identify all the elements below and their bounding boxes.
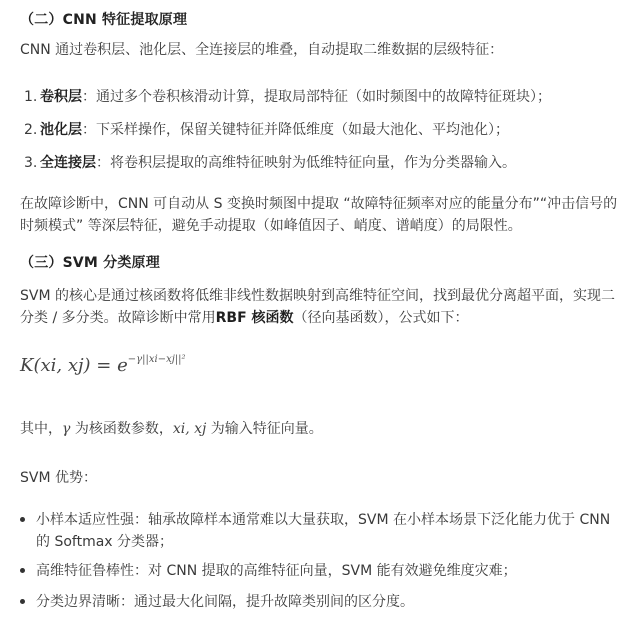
list-number: 2.: [24, 122, 38, 138]
list-item-conv-layer: [24, 86, 551, 106]
section-heading-cnn: （二）CNN 特征提取原理: [20, 12, 188, 28]
cnn-summary-paragraph: 在故障诊断中，CNN 可自动从 S 变换时频图中提取 “故障特征频率对应的能量分布”“冲击信号的时频模式” 等深层特征，避免手动提取（如峰值因子、峭度、谱峭度）的局限性。: [20, 196, 618, 234]
formula-note: [20, 418, 620, 440]
bullet-dot: [20, 599, 25, 604]
list-item-advantage-margin: [20, 591, 620, 613]
list-desc: ：下采样操作，保留关键特征并降低维度（如最大池化、平均池化）；: [82, 122, 509, 138]
list-item-advantage-robustness: [20, 560, 620, 582]
svm-intro-tail: （径向基函数），公式如下：: [293, 310, 469, 326]
note-middle: 为核函数参数，: [70, 421, 173, 437]
rbf-kernel-formula: [20, 355, 186, 376]
list-item-advantage-small-sample: [20, 509, 620, 553]
note-prefix: 其中，: [20, 421, 62, 437]
list-term: 全连接层: [40, 155, 96, 171]
gamma-symbol: γ: [62, 421, 71, 437]
svm-intro-paragraph: [20, 285, 620, 329]
advantage-text: 小样本适应性强：轴承故障样本通常难以大量获取，SVM 在小样本场景下泛化能力优于 CNN 的 Softmax 分类器；: [36, 512, 611, 550]
formula-lhs: K(xi, xj) = e: [20, 355, 128, 376]
cnn-intro-paragraph: CNN 通过卷积层、池化层、全连接层的堆叠，自动提取二维数据的层级特征：: [20, 42, 504, 58]
list-item-fc-layer: [24, 152, 516, 172]
feature-vars: xi, xj: [172, 421, 207, 437]
list-item-pool-layer: [24, 119, 509, 139]
note-suffix: 为输入特征向量。: [206, 421, 323, 437]
section-heading-svm: （三）SVM 分类原理: [20, 255, 160, 271]
bullet-dot: [20, 517, 25, 522]
list-term: 卷积层: [40, 89, 82, 105]
list-number: 1.: [24, 89, 38, 105]
advantage-text: 高维特征鲁棒性：对 CNN 提取的高维特征向量，SVM 能有效避免维度灾难；: [36, 563, 517, 579]
svm-advantages-label: SVM 优势：: [20, 470, 97, 486]
rbf-kernel-term: RBF 核函数: [215, 310, 294, 326]
list-term: 池化层: [40, 122, 82, 138]
bullet-dot: [20, 568, 25, 573]
list-number: 3.: [24, 155, 38, 171]
list-desc: ：将卷积层提取的高维特征映射为低维特征向量，作为分类器输入。: [96, 155, 516, 171]
formula-exponent: −γ||xi−xj||²: [127, 354, 186, 365]
advantage-text: 分类边界清晰：通过最大化间隔，提升故障类别间的区分度。: [36, 594, 414, 610]
svm-intro-text: SVM 的核心是通过核函数将低维非线性数据映射到高维特征空间，找到最优分离超平面，实现二分类 / 多分类。故障诊断中常用: [20, 288, 615, 326]
list-desc: ：通过多个卷积核滑动计算，提取局部特征（如时频图中的故障特征斑块）；: [82, 89, 551, 105]
